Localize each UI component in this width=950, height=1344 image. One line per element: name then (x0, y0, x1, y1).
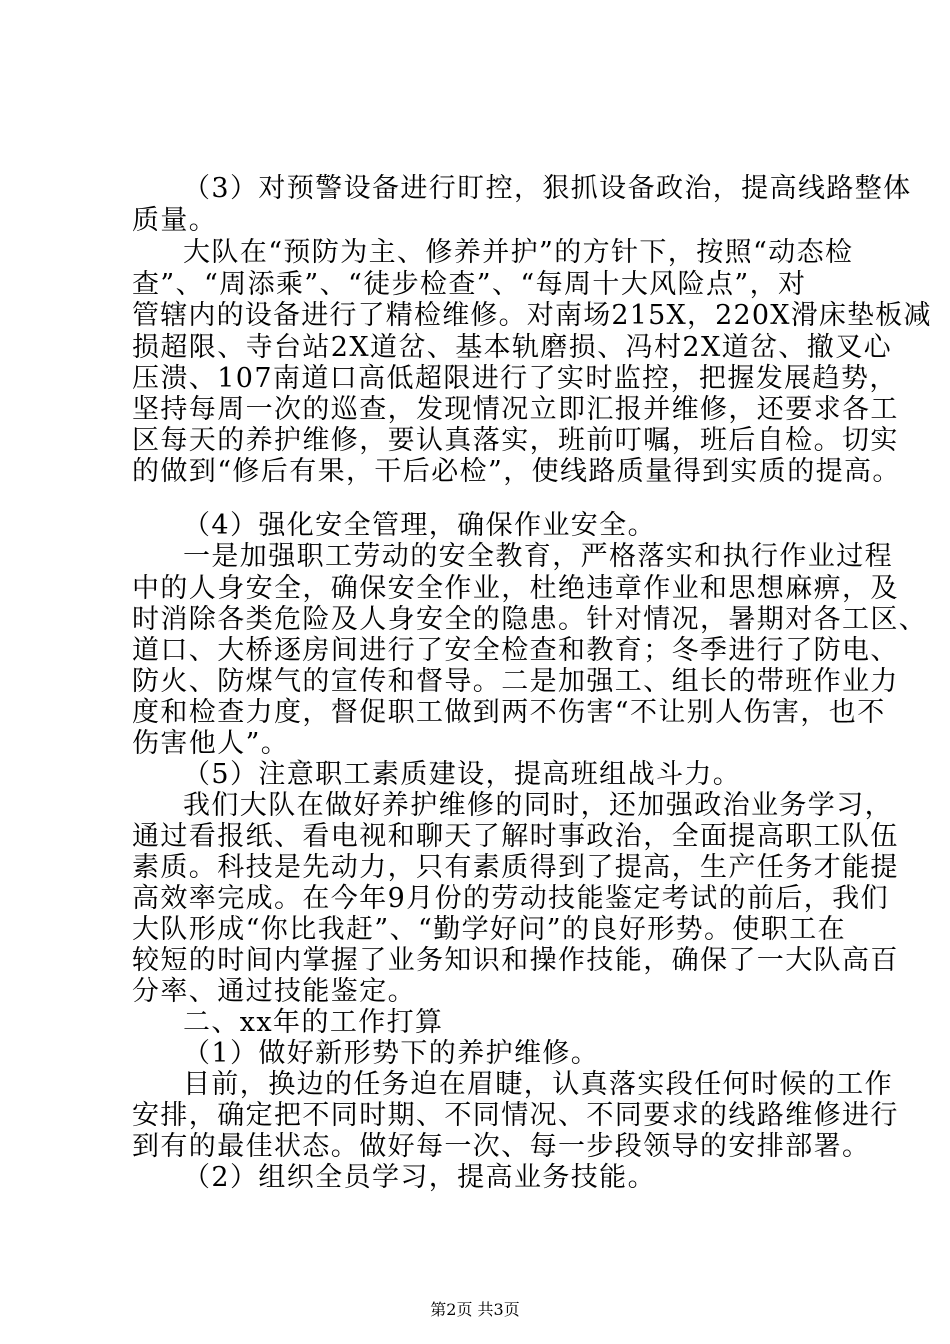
text-line: 管辖内的设备进行了精检维修。对南场215X，220X滑床垫板减 (132, 300, 932, 331)
text-line: 时消除各类危险及人身安全的隐患。针对情况，暑期对各工区、 (132, 604, 928, 635)
text-line: 度和检查力度，督促职工做到两不伤害“不让别人伤害，也不 (132, 697, 886, 728)
text-line: 目前，换边的任务迫在眉睫，认真落实段任何时候的工作 (183, 1069, 893, 1100)
text-line: 通过看报纸、看电视和聊天了解时事政治，全面提高职工队伍 (132, 821, 899, 852)
text-line: 区每天的养护维修，要认真落实，班前叮嘱，班后自检。切实 (132, 425, 899, 456)
text-line: 伤害他人”。 (132, 728, 290, 759)
text-line: 分率、通过技能鉴定。 (132, 976, 416, 1007)
text-line: 安排，确定把不同时期、不同情况、不同要求的线路维修进行 (132, 1100, 899, 1131)
text-line: 我们大队在做好养护维修的同时，还加强政治业务学习， (183, 790, 893, 821)
text-line: 素质。科技是先动力，只有素质得到了提高，生产任务才能提 (132, 852, 899, 883)
text-line: 的做到“修后有果，干后必检”，使线路质量得到实质的提高。 (132, 456, 901, 487)
text-line: 坚持每周一次的巡查，发现情况立即汇报并维修，还要求各工 (132, 394, 899, 425)
text-line: 中的人身安全，确保安全作业，杜绝违章作业和思想麻痹，及 (132, 573, 899, 604)
text-line: 查”、“周添乘”、“徒步检查”、“每周十大风险点”，对 (132, 269, 807, 300)
section-heading: 二、xx年的工作打算 (183, 1007, 444, 1038)
text-line: （1）做好新形势下的养护维修。 (183, 1038, 600, 1069)
text-line: （5）注意职工素质建设，提高班组战斗力。 (183, 759, 742, 790)
text-line: 压溃、107南道口高低超限进行了实时监控，把握发展趋势， (132, 363, 898, 394)
text-line: 高效率完成。在今年9月份的劳动技能鉴定考试的前后，我们 (132, 883, 889, 914)
text-line: 质量。 (132, 205, 218, 236)
text-line: 较短的时间内掌握了业务知识和操作技能，确保了一大队高百 (132, 945, 899, 976)
page-number-footer: 第2页 共3页 (430, 1300, 520, 1319)
text-line: 损超限、寺台站2X道岔、基本轨磨损、冯村2X道岔、撤叉心 (132, 332, 892, 363)
text-line: 大队在“预防为主、修养并护”的方针下，按照“动态检 (183, 237, 854, 268)
text-line: （3）对预警设备进行盯控，狠抓设备政治，提高线路整体 (183, 173, 912, 204)
text-line: （4）强化安全管理，确保作业安全。 (183, 510, 656, 541)
text-line: （2）组织全员学习，提高业务技能。 (183, 1162, 656, 1193)
text-line: 道口、大桥逐房间进行了安全检查和教育；冬季进行了防电、 (132, 635, 899, 666)
text-line: 一是加强职工劳动的安全教育，严格落实和执行作业过程 (183, 541, 893, 572)
text-line: 大队形成“你比我赶”、“勤学好问”的良好形势。使职工在 (132, 914, 847, 945)
text-line: 到有的最佳状态。做好每一次、每一步段领导的安排部署。 (132, 1131, 871, 1162)
text-line: 防火、防煤气的宣传和督导。二是加强工、组长的带班作业力 (132, 666, 899, 697)
